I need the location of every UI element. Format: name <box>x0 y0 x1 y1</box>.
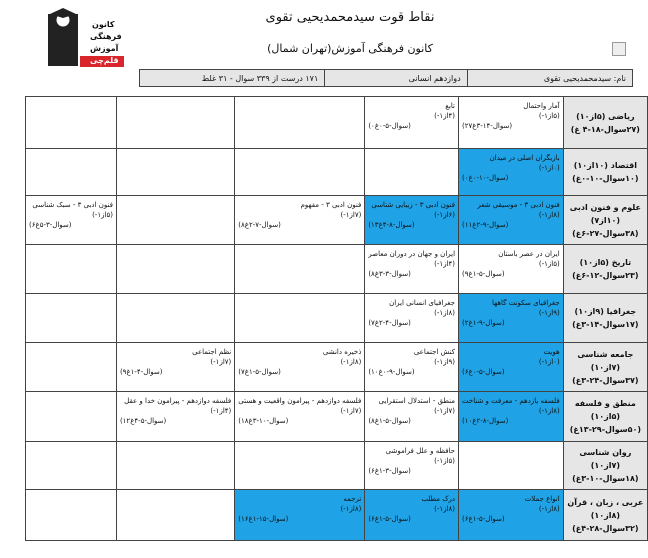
topic-title: ذخیره دانشی <box>322 348 362 356</box>
topic-cell <box>26 245 117 294</box>
topic-stats: (۲۷سوال-۱۴-۳غ) <box>462 122 513 130</box>
topic-title: فلسفه دوازدهم - پیرامون خدا و عقل <box>124 397 232 405</box>
logo-text-4: قلم‌چی <box>90 56 119 65</box>
table-row <box>26 442 648 490</box>
subject-cell <box>563 343 647 392</box>
topic-title: فنون ادبی ۳ - موسیقی شعر <box>477 201 560 209</box>
topic-stats: (۱۶سوال-۱۵-۱غ) <box>238 515 289 523</box>
topic-cell <box>235 343 365 392</box>
subject-cell <box>563 490 647 541</box>
topic-cell <box>365 294 459 343</box>
topic-cell <box>26 196 117 245</box>
topic-cell <box>26 294 117 343</box>
topic-score: (۶از۱-) <box>434 211 456 219</box>
topic-stats: (۱۸سوال-۱۰-۳غ) <box>238 417 289 425</box>
subject-name: جغرافیا (۹از۱۰) <box>574 307 637 316</box>
subject-stats: (۱۷سوال-۱۴-۳غ) <box>572 320 639 329</box>
topic-title: فنون ادبی ۳ - سبک شناسی <box>32 201 113 209</box>
topic-cell <box>459 97 564 149</box>
topic-title: جغرافیای انسانی ایران <box>389 299 456 307</box>
subject-name: اقتصاد (۱۰از۱۰) <box>573 161 637 170</box>
topic-score: (۹از۱-) <box>434 358 456 366</box>
topic-stats: (۱۳سوال-۸-۴غ) <box>368 221 415 229</box>
topic-score: (۸از۱-) <box>340 505 362 513</box>
topic-score: (۵از۱-) <box>538 112 560 120</box>
topic-title: جغرافیای سکونت گاهها <box>491 299 560 307</box>
table-row <box>26 245 648 294</box>
topic-cell <box>26 97 117 149</box>
topic-score: (۹از۱-) <box>538 309 560 317</box>
topic-cell <box>116 196 234 245</box>
topic-score: (۷از۱-) <box>434 407 456 415</box>
topic-cell <box>459 392 564 442</box>
page-subtitle: کانون فرهنگی آموزش(تهران شمال) <box>267 42 433 55</box>
topic-cell <box>26 490 117 541</box>
topic-cell <box>459 149 564 196</box>
topic-title: انواع جملات <box>524 495 560 503</box>
student-grade: دوازدهم انسانی <box>324 70 466 86</box>
broken-image-icon <box>612 42 626 56</box>
topic-score: (۵از۱-) <box>434 457 456 465</box>
logo-text-3: آموزش <box>90 44 119 53</box>
topic-score: (۷از۱-) <box>210 358 232 366</box>
topic-score: (۸از۱-) <box>538 505 560 513</box>
topic-score: (۰از۱-) <box>538 358 560 366</box>
topic-score: (۵از۱-) <box>92 211 113 219</box>
subject-cell <box>563 97 647 149</box>
student-info-bar <box>139 69 633 87</box>
subject-name: جامعه شناسی (۷از۱۰) <box>577 349 634 372</box>
topic-cell <box>116 294 234 343</box>
topic-stats: (۶سوال-۵-۱غ) <box>462 515 505 523</box>
topic-cell <box>365 97 459 149</box>
topic-title: منطق - استدلال استقرایی <box>378 397 456 405</box>
topic-cell <box>235 97 365 149</box>
table-row <box>26 343 648 392</box>
topic-cell <box>235 149 365 196</box>
subject-cell <box>563 392 647 442</box>
topic-cell <box>365 490 459 541</box>
topic-cell <box>459 442 564 490</box>
topic-stats: (۷سوال-۴-۲غ) <box>368 319 411 327</box>
page-title: نقاط قوت سیدمحمدیحیی تقوی <box>265 10 435 25</box>
topic-cell <box>459 490 564 541</box>
table-row <box>26 149 648 196</box>
topic-cell <box>235 442 365 490</box>
topic-stats: (۱۱سوال-۹-۲غ) <box>462 221 509 229</box>
topic-title: کنش اجتماعی <box>413 348 456 356</box>
topic-score: (۸از۱-) <box>340 358 362 366</box>
table-row <box>26 97 648 149</box>
topic-cell <box>365 149 459 196</box>
topic-cell <box>235 196 365 245</box>
topic-score: (۴از۱-) <box>434 112 456 120</box>
topic-title: آمار واحتمال <box>523 102 560 110</box>
topic-score: (۰از۱-) <box>538 164 560 172</box>
subject-name: علوم و فنون ادبی (۱۰از۷) <box>569 202 641 225</box>
subject-stats: (۳۸سوال-۲۷-۶غ) <box>572 228 639 238</box>
subject-cell <box>563 294 647 343</box>
table-row <box>26 490 648 541</box>
topic-stats: (۶سوال-۳-۵غ) <box>29 221 72 229</box>
topic-title: بازیگران اصلی در میدان <box>489 154 560 162</box>
topic-cell <box>365 442 459 490</box>
topic-title: درک مطلب <box>421 495 456 503</box>
topic-stats: (۹سوال-۴-۱غ) <box>119 368 163 376</box>
subject-cell <box>563 149 647 196</box>
topic-cell <box>365 196 459 245</box>
topic-cell <box>365 245 459 294</box>
topic-stats: (۷سوال-۵-۱غ) <box>238 368 281 376</box>
topic-cell <box>116 442 234 490</box>
topic-cell <box>235 392 365 442</box>
topic-stats: (۹سوال-۵-۱غ) <box>462 270 505 278</box>
subject-name: روان شناسی (۷از۱۰) <box>579 448 632 470</box>
topic-cell <box>365 392 459 442</box>
subject-stats: (۲۳سوال-۱۲-۶غ) <box>572 271 639 280</box>
subject-cell <box>563 245 647 294</box>
topic-stats: (۱۰سوال-۸-۲غ) <box>462 417 509 425</box>
topic-cell <box>26 442 117 490</box>
topic-cell <box>235 294 365 343</box>
subject-stats: (۲۷سوال-۱۸-۴ غ) <box>570 124 640 134</box>
subject-name: ریاضی (۵از۱۰) <box>576 111 635 121</box>
logo <box>42 6 132 68</box>
topic-cell <box>459 343 564 392</box>
subject-name: تاریخ (۵از۱۰) <box>579 258 632 267</box>
strengths-table <box>25 96 648 541</box>
subject-stats: (۳۷سوال-۲۴-۳غ) <box>572 375 639 385</box>
table-row <box>26 196 648 245</box>
topic-score: (۸از۱-) <box>538 211 560 219</box>
topic-stats: (۱۰سوال-۹-۰غ) <box>368 368 415 376</box>
topic-cell <box>26 343 117 392</box>
topic-score: (۷از۱-) <box>340 407 362 415</box>
subject-cell <box>563 442 647 490</box>
topic-cell <box>116 149 234 196</box>
topic-title: ایران و جهان در دوران معاصر <box>368 250 456 258</box>
subject-stats: (۵۰سوال-۲۹-۱۳غ) <box>569 425 641 434</box>
topic-stats: (۶سوال-۵-۰غ) <box>462 368 505 376</box>
topic-stats: (۶سوال-۳-۱غ) <box>368 467 411 475</box>
subject-stats: (۱۸سوال-۱۰-۳غ) <box>572 474 639 483</box>
topic-title: فنون ادبی ۳ - زیبایی شناسی <box>371 201 456 209</box>
table-row <box>26 392 648 442</box>
topic-stats: (۸سوال-۵-۱غ) <box>368 417 411 425</box>
topic-title: ترجمه <box>343 495 362 503</box>
topic-title: فنون ادبی ۳ - مفهوم <box>300 201 362 209</box>
topic-cell <box>116 343 234 392</box>
topic-title: نظم اجتماعی <box>192 348 232 356</box>
topic-cell <box>26 392 117 442</box>
topic-stats: (۰سوال-۱۰-۰غ) <box>462 174 509 182</box>
topic-stats: (۶سوال-۵-۱غ) <box>368 515 411 523</box>
topic-stats: (۲سوال-۹-۱غ) <box>462 319 505 327</box>
topic-score: (۷از۱-) <box>340 211 362 219</box>
logo-text-2: فرهنگی <box>90 32 122 41</box>
topic-title: ایران در عصر باستان <box>498 250 560 258</box>
topic-score: (۸از۱-) <box>434 309 456 317</box>
topic-cell <box>116 490 234 541</box>
topic-cell <box>365 343 459 392</box>
topic-cell <box>116 392 234 442</box>
score-summary: ۱۷۱ درست از ۳۳۹ سوال - ۳۱ غلط <box>140 70 324 86</box>
subject-stats: (۳۲سوال-۲۸-۴غ) <box>572 523 639 533</box>
topic-cell <box>459 294 564 343</box>
subject-stats: (۱۰سوال-۱۰-۰غ) <box>572 174 639 183</box>
topic-score: (۵از۱-) <box>538 260 560 268</box>
topic-title: فلسفه دوازدهم - پیرامون واقعیت و هستی <box>238 397 362 405</box>
topic-stats: (۸سوال-۳-۳غ) <box>368 270 411 278</box>
topic-cell <box>26 149 117 196</box>
topic-cell <box>235 245 365 294</box>
subject-cell <box>563 196 647 245</box>
topic-stats: (۸سوال-۷-۲غ) <box>238 221 281 229</box>
topic-title: فلسفه یازدهم - معرفت و شناخت <box>462 397 560 405</box>
topic-stats: (۰سوال-۵-۰غ) <box>368 122 411 130</box>
topic-cell <box>459 245 564 294</box>
topic-score: (۴از۱-) <box>434 260 456 268</box>
student-name: نام: سیدمحمدیحیی تقوی <box>467 70 632 86</box>
subject-name: عربی ، زبان ، قرآن (۸از۱۰) <box>567 497 644 520</box>
topic-title: هویت <box>543 348 560 356</box>
topic-score: (۸از۱-) <box>434 505 456 513</box>
topic-cell <box>116 245 234 294</box>
topic-title: تابع <box>445 102 456 110</box>
table-row <box>26 294 648 343</box>
topic-cell <box>116 97 234 149</box>
topic-score: (۴از۱-) <box>210 407 232 415</box>
logo-text-1: کانون <box>92 20 115 29</box>
topic-score: (۸از۱-) <box>538 407 560 415</box>
topic-cell <box>459 196 564 245</box>
topic-stats: (۱۲سوال-۵-۴غ) <box>119 417 167 425</box>
topic-cell <box>235 490 365 541</box>
subject-name: منطق و فلسفه (۵از۱۰) <box>574 399 636 421</box>
topic-title: حافظه و علل فراموشی <box>385 447 456 455</box>
